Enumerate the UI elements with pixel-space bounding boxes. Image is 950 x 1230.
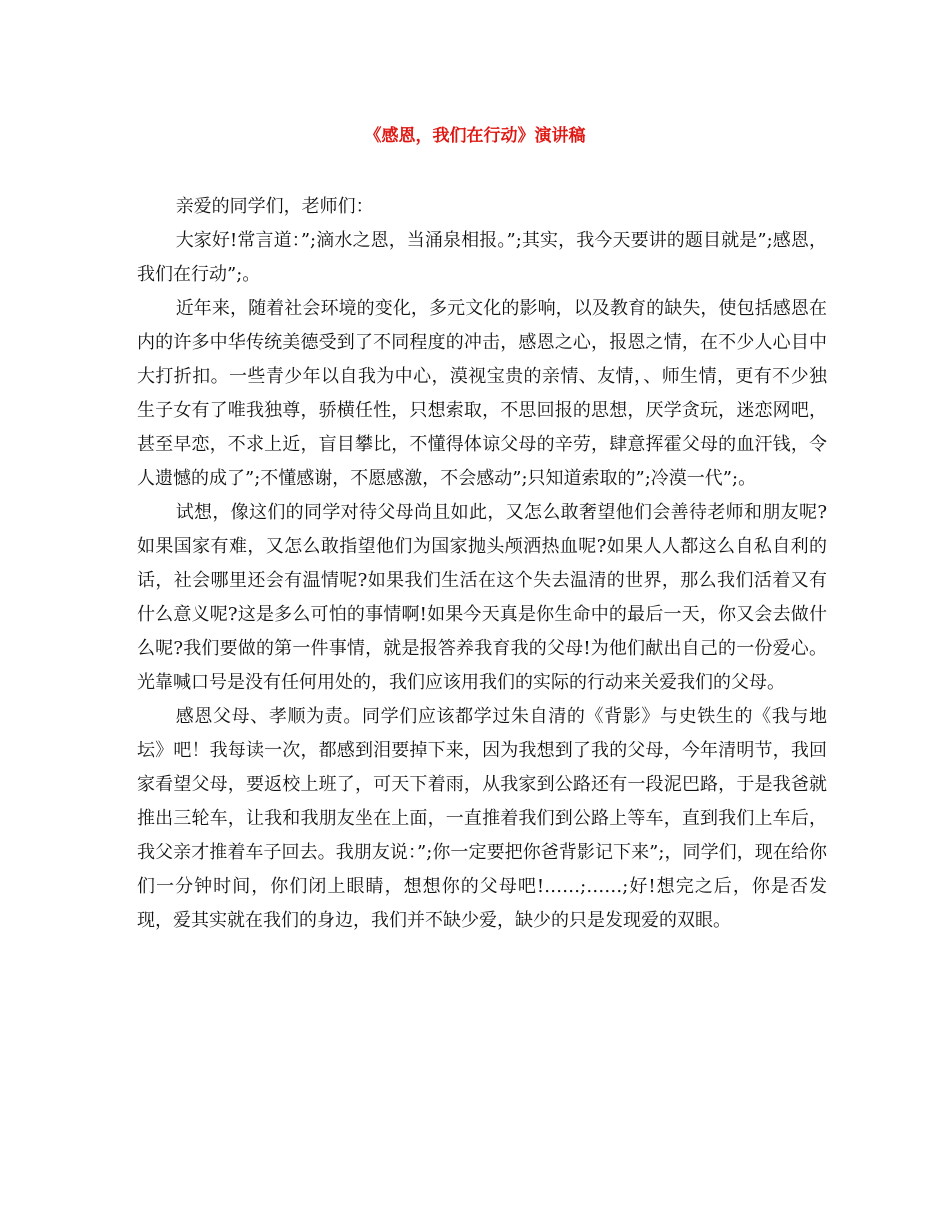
paragraph-opening: 大家好!常言道：”;滴水之恩，当涌泉相报。”;其实，我今天要讲的题目就是”;感恩，我们在行动”;。 — [137, 230, 827, 285]
paragraph-greeting: 亲爱的同学们，老师们： — [175, 196, 374, 217]
document-body — [137, 190, 827, 938]
paragraph-background: 近年来，随着社会环境的变化，多元文化的影响，以及教育的缺失，使包括感恩在内的许多中华传统美德受到了不同程度的冲击，感恩之心，报恩之情，在不少人心目中大打折扣。一些青少年以自我为中心，漠视宝贵的亲情、友情，、师生情，更有不少独生子女有了唯我独尊，骄横任性，只想索取，不思回报的思想，厌学贪玩，迷恋网吧，甚至早恋，不求上近，盲目攀比，不懂得体谅父母的辛劳，肆意挥霍父母的血汗钱，令人遗憾的成了”;不懂感谢，不愿感激，不会感动”;只知道索取的”;冷漠一代”;。 — [137, 298, 827, 489]
paragraph-reflection: 试想，像这们的同学对待父母尚且如此，又怎么敢奢望他们会善待老师和朋友呢?如果国家有难，又怎么敢指望他们为国家抛头颅洒热血呢?如果人人都这么自私自利的话，社会哪里还会有温情呢?如果我们生活在这个失去温清的世界，那么我们活着又有什么意义呢?这是多么可怕的事情啊!如果今天真是你生命中的最后一天，你又会去做什么呢?我们要做的第一件事情，就是报答养我育我的父母!为他们献出自己的一份爱心。光靠喊口号是没有任何用处的，我们应该用我们的实际的行动来关爱我们的父母。 — [137, 502, 827, 693]
document-title: 《感恩，我们在行动》演讲稿 — [364, 126, 586, 146]
paragraph-parents: 感恩父母、孝顺为责。同学们应该都学过朱自清的《背影》与史铁生的《我与地坛》吧！我每读一次，都感到泪要掉下来，因为我想到了我的父母，今年清明节，我回家看望父母，要返校上班了，可天下着雨，从我家到公路还有一段泥巴路，于是我爸就推出三轮车，让我和我朋友坐在上面，一直推着我们到公路上等车，直到我们上车后，我父亲才推着车子回去。我朋友说：”;你一定要把你爸背影记下来”;，同学们，现在给你们一分钟时间，你们闭上眼睛，想想你的父母吧!……;……;好!想完之后，你是否发现，爱其实就在我们的身边，我们并不缺少爱，缺少的只是发现爱的双眼。 — [137, 706, 827, 931]
